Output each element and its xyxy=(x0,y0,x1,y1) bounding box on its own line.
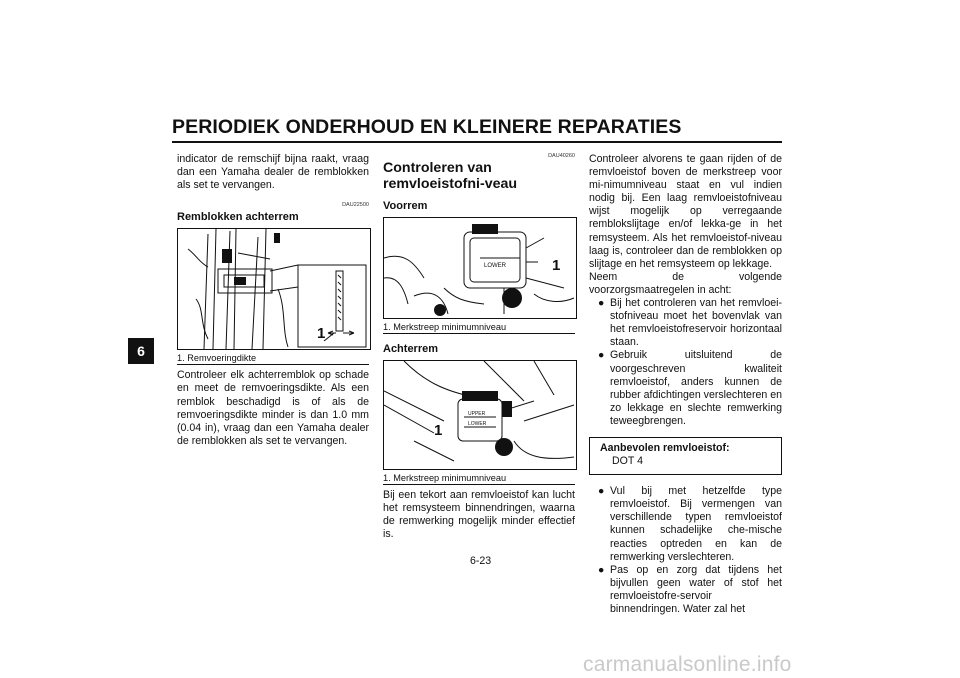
right-intro-text: Controleer alvorens te gaan rijden of de remvloeistof boven de merkstreep voor mi-nimumniveau staat en vul indien nodig bij. Een laag remvloeistofniveau wijst mogelijk op verregaande remblokslijtage en/of lekka-ge in het remsysteem. Als het remvloeistof-niveau laag is, controleer dan de remblokken op slijtage en het remsysteem op lekkage. xyxy=(589,153,782,270)
right-column xyxy=(589,153,782,616)
page-number: 6-23 xyxy=(470,555,492,567)
bullet-icon: ● xyxy=(598,349,605,362)
bullet-icon: ● xyxy=(598,563,605,576)
list-item: ● Bij het controleren van het remvloei-stofniveau moet het bovenvlak van het remvloeistofreservoir horizontaal staan. xyxy=(598,297,782,349)
left-section-code: DAU22500 xyxy=(342,202,369,209)
brake-fluid-section-title: Controleren van remvloeistofni-veau xyxy=(383,160,518,192)
rear-brake-heading: Achterrem xyxy=(383,343,439,356)
list-item: ● Pas op en zorg dat tijdens het bijvullen geen water of stof het remvloeistofre-servoir binnendringen. Water zal het xyxy=(598,563,782,615)
caption-divider xyxy=(177,364,369,365)
front-reservoir-illustration xyxy=(384,218,576,318)
brake-pad-illustration xyxy=(178,229,370,349)
page-header-title: PERIODIEK ONDERHOUD EN KLEINERE REPARATIES xyxy=(172,116,682,138)
left-intro-text: indicator de remschijf bijna raakt, vraag dan een Yamaha dealer de remblokken als set te vervangen. xyxy=(177,153,369,192)
recommended-fluid-title: Aanbevolen remvloeistof: xyxy=(600,441,730,454)
rear-brake-pads-heading: Remblokken achterrem xyxy=(177,211,299,224)
header-rule xyxy=(172,141,782,143)
precautions-intro: Neem de volgende voorzorgsmaatregelen in acht: xyxy=(589,270,782,296)
front-reservoir-callout: 1 xyxy=(552,257,561,275)
list-item: ● Gebruik uitsluitend de voorgeschreven kwaliteit remvloeistof, anders kunnen de rubber afdichtingen verslechteren en zo lekkage en slechte remwerking teweegbrengen. xyxy=(598,349,782,427)
middle-column xyxy=(383,153,575,542)
front-brake-heading: Voorrem xyxy=(383,200,428,212)
caption-divider xyxy=(383,484,575,485)
brake-pad-callout: 1 xyxy=(317,325,326,343)
bullet-icon: ● xyxy=(598,485,605,498)
recommended-fluid-box xyxy=(589,437,782,475)
precautions-list-b xyxy=(589,485,782,616)
chapter-tab: 6 xyxy=(128,338,154,364)
bullet-icon: ● xyxy=(598,297,605,310)
rear-reservoir-callout: 1 xyxy=(434,422,443,440)
left-body-text: Controleer elk achterremblok op schade en meet de remvoeringsdikte. Als een remblok beschadigd is of als de remvoeringsdikte minder is dan 1.0 mm (0.04 in), vraag dan een Yamaha dealer de remblokken als set te vervangen. xyxy=(177,369,369,447)
front-reservoir-caption: 1. Merkstreep minimumniveau xyxy=(383,322,507,333)
rear-reservoir-lower-label: LOWER xyxy=(468,421,487,428)
front-reservoir-lower-label: LOWER xyxy=(484,263,507,270)
recommended-fluid-value: DOT 4 xyxy=(612,455,644,468)
watermark: carmanualsonline.info xyxy=(583,653,792,676)
list-item: ● Vul bij met hetzelfde type remvloeistof. Bij vermengen van verschillende typen remvloeistof kunnen schadelijke che-mische reacties optreden en kan de remwerking verslechteren. xyxy=(598,485,782,563)
middle-section-code: DAU40260 xyxy=(548,153,575,159)
front-reservoir-figure xyxy=(383,217,577,319)
rear-reservoir-upper-label: UPPER xyxy=(468,411,486,418)
rear-reservoir-figure xyxy=(383,360,577,470)
left-column xyxy=(177,153,369,448)
caption-divider xyxy=(383,333,575,334)
precautions-list-a xyxy=(589,297,782,428)
rear-reservoir-illustration xyxy=(384,361,576,469)
brake-pad-figure xyxy=(177,228,371,350)
brake-pad-figure-caption: 1. Remvoeringdikte xyxy=(177,353,257,364)
rear-reservoir-caption: 1. Merkstreep minimumniveau xyxy=(383,473,507,484)
middle-body-text: Bij een tekort aan remvloeistof kan lucht het remsysteem binnendringen, waarna de remwerking mogelijk minder effectief is. xyxy=(383,489,575,541)
